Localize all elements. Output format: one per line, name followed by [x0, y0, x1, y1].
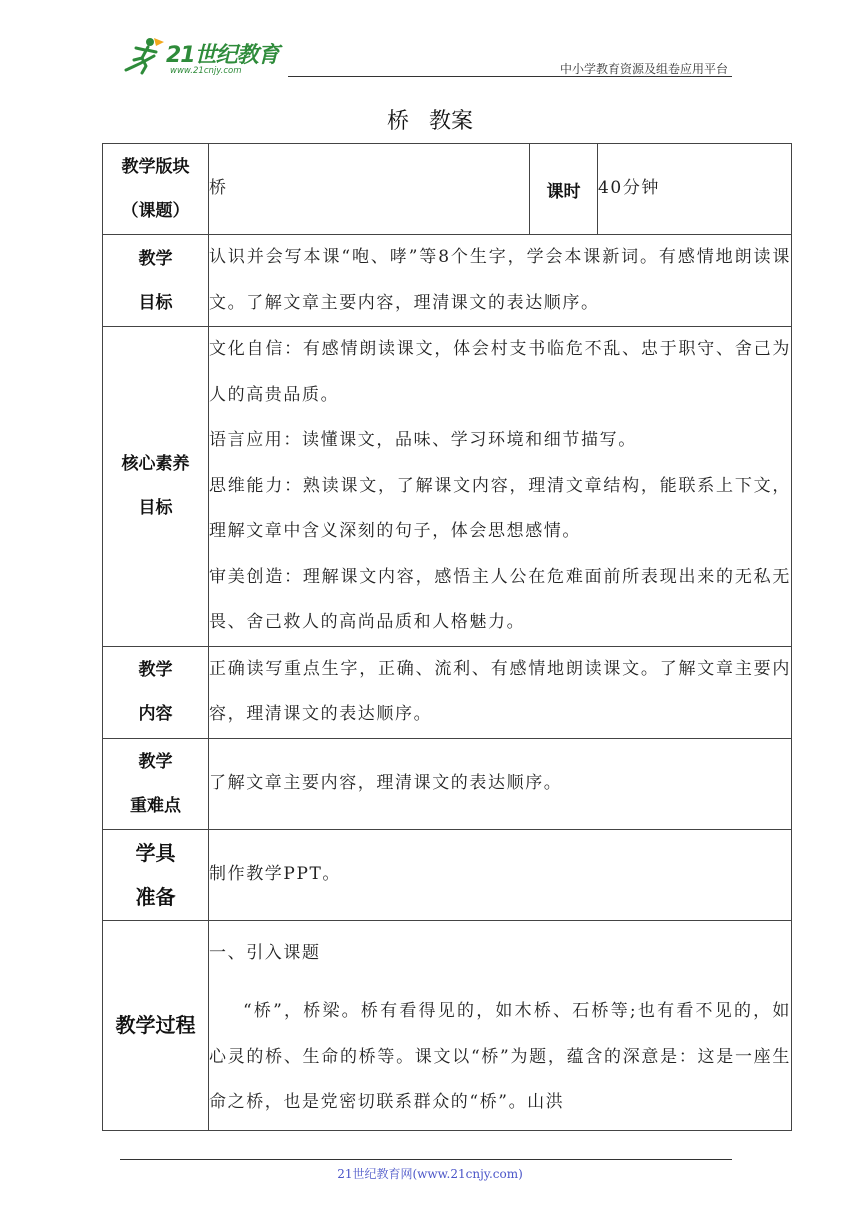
label-process: 教学过程 [103, 920, 209, 1130]
table-row-content [103, 646, 792, 738]
section-value: 桥 [209, 144, 530, 235]
literacy-line: 文化自信：有感情朗读课文，体会村支书临危不乱、忠于职守、舍己为人的高贵品质。 [209, 339, 791, 405]
table-row-section [103, 144, 792, 235]
label-goals [103, 235, 209, 327]
page-title [0, 104, 860, 135]
platform-name: 中小学教育资源及组卷应用平台 [559, 62, 728, 76]
site-logo [120, 36, 290, 76]
literacy-line: 审美创造：理解课文内容，感悟主人公在危难面前所表现出来的无私无畏、舍己救人的高尚品质和人格魅力。 [209, 566, 791, 632]
literacy-line: 语言应用：读懂课文，品味、学习环境和细节描写。 [209, 430, 637, 450]
table-row-difficulty [103, 738, 792, 829]
label-period: 课时 [530, 144, 598, 235]
page-header [120, 32, 732, 80]
label-section [103, 144, 209, 235]
label-content-line1: 教学 [138, 660, 173, 680]
title-type: 教案 [429, 109, 474, 134]
label-difficulty-line1: 教学 [138, 751, 173, 772]
process-heading: 一、引入课题 [209, 942, 321, 963]
label-tools-line1: 学具 [135, 840, 176, 865]
label-difficulty-line2: 重难点 [130, 795, 181, 816]
logo-text: 21世纪教育 [166, 43, 279, 68]
table-row-goals [103, 235, 792, 327]
tools-text: 制作教学PPT。 [209, 829, 792, 920]
label-content [103, 646, 209, 738]
title-lesson: 桥 [386, 109, 409, 134]
label-content-line2: 内容 [138, 704, 173, 724]
label-literacy [103, 327, 209, 647]
goals-text: 认识并会写本课“咆、哮”等8个生字，学会本课新词。有感情地朗读课文。了解文章主要内容，理清课文的表达顺序。 [209, 235, 792, 327]
label-section-line2: （课题） [121, 201, 190, 221]
header-divider [288, 76, 732, 77]
literacy-text [209, 327, 792, 647]
content-text: 正确读写重点生字，正确、流利、有感情地朗读课文。了解文章主要内容，理清课文的表达顺序。 [209, 646, 792, 738]
footer-divider [120, 1159, 732, 1160]
footer-link[interactable]: 21世纪教育网(www.21cnjy.com) [337, 1167, 523, 1181]
label-goals-line2: 目标 [138, 292, 173, 313]
label-literacy-line1: 核心素养 [121, 454, 190, 475]
label-tools [103, 829, 209, 920]
process-paragraph: “桥”，桥梁。桥有看得见的，如木桥、石桥等;也有看不见的，如心灵的桥、生命的桥等。课文以“桥”为题，蕴含的深意是：这是一座生命之桥，也是党密切联系群众的“桥”。山洪 [209, 1001, 791, 1112]
literacy-line: 思维能力：熟读课文，了解课文内容，理清文章结构，能联系上下文，理解文章中含义深刻的句子，体会思想感情。 [209, 475, 791, 541]
label-section-line1: 教学版块 [121, 157, 190, 177]
label-goals-line1: 教学 [138, 248, 173, 269]
label-literacy-line2: 目标 [138, 498, 173, 519]
table-row-process [103, 920, 792, 1130]
table-row-literacy [103, 327, 792, 647]
label-tools-line2: 准备 [135, 884, 176, 909]
process-text [209, 920, 792, 1130]
period-value: 40分钟 [598, 144, 792, 235]
table-row-tools [103, 829, 792, 920]
logo-url: www.21cnjy.com [170, 66, 242, 76]
running-figure-logo-icon [120, 36, 168, 76]
label-difficulty [103, 738, 209, 829]
difficulty-text: 了解文章主要内容，理清课文的表达顺序。 [209, 738, 792, 829]
lesson-plan-table [102, 143, 792, 1131]
